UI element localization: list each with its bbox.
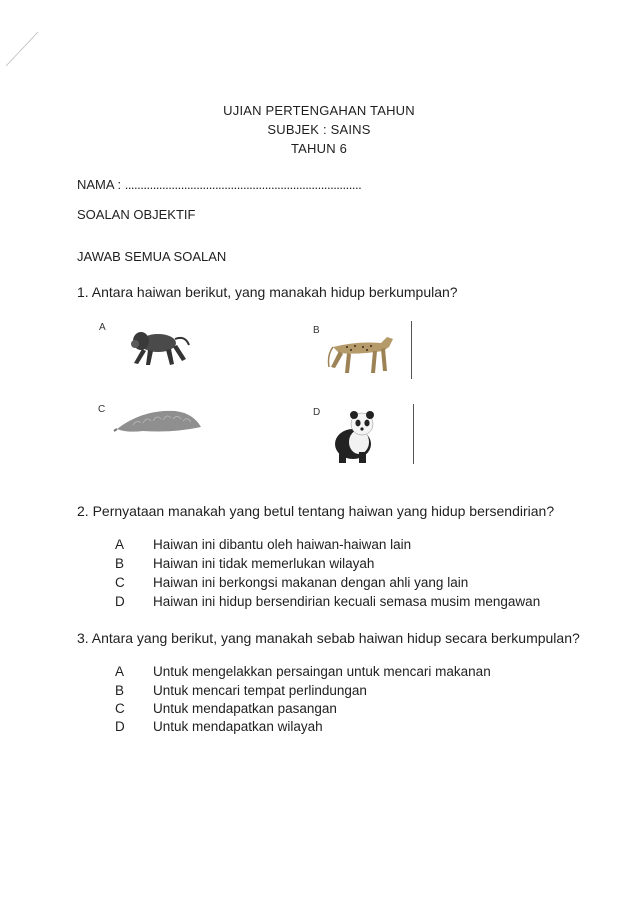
name-label: NAMA :: [77, 177, 122, 192]
exam-title: UJIAN PERTENGAHAN TAHUN: [223, 103, 415, 118]
q2-option-a-text: Haiwan ini dibantu oleh haiwan-haiwan lain: [153, 537, 412, 552]
question-1: 1. Antara haiwan berikut, yang manakah hidup berkumpulan?: [77, 284, 458, 300]
name-dots: ............................................................................: [124, 177, 362, 192]
year-line: TAHUN 6: [290, 141, 348, 156]
figure-label-b: B: [313, 325, 320, 336]
pangolin-image: [113, 403, 205, 437]
q3-option-b-letter: B: [115, 683, 125, 698]
question-3: 3. Antara yang berikut, yang manakah sebab haiwan hidup secara berkumpulan?: [77, 630, 580, 646]
question-2: 2. Pernyataan manakah yang betul tentang haiwan yang hidup bersendirian?: [77, 503, 555, 519]
baboon-image: [122, 323, 192, 371]
section-title: SOALAN OBJEKTIF: [77, 207, 196, 222]
q2-option-b-text: Haiwan ini tidak memerlukan wilayah: [153, 556, 375, 571]
figure-border-right-d: [413, 404, 414, 464]
scan-mark: [2, 28, 42, 68]
figure-border-right-b: [411, 321, 412, 379]
q3-option-c-letter: C: [115, 701, 125, 716]
q2-option-d-letter: D: [115, 594, 125, 609]
q2-option-c-text: Haiwan ini berkongsi makanan dengan ahli yang lain: [153, 575, 469, 590]
figure-label-d: D: [313, 407, 321, 418]
q3-option-c-text: Untuk mendapatkan pasangan: [153, 701, 337, 716]
cheetah-image: [327, 327, 397, 377]
figure-label-a: A: [99, 322, 106, 333]
q3-option-a-letter: A: [115, 664, 125, 679]
subject-line: SUBJEK : SAINS: [267, 122, 371, 137]
q2-option-b-letter: B: [115, 556, 125, 571]
q3-option-a-text: Untuk mengelakkan persaingan untuk mencari makanan: [153, 664, 491, 679]
q2-option-c-letter: C: [115, 575, 125, 590]
q2-option-d-text: Haiwan ini hidup bersendirian kecuali semasa musim mengawan: [153, 594, 541, 609]
q3-option-d-text: Untuk mendapatkan wilayah: [153, 719, 323, 734]
figure-label-c: C: [98, 404, 106, 415]
q3-option-b-text: Untuk mencari tempat perlindungan: [153, 683, 367, 698]
q2-option-a-letter: A: [115, 537, 125, 552]
q3-option-d-letter: D: [115, 719, 125, 734]
panda-image: [329, 408, 381, 464]
instruction: JAWAB SEMUA SOALAN: [77, 249, 227, 264]
name-field[interactable]: [77, 177, 361, 192]
